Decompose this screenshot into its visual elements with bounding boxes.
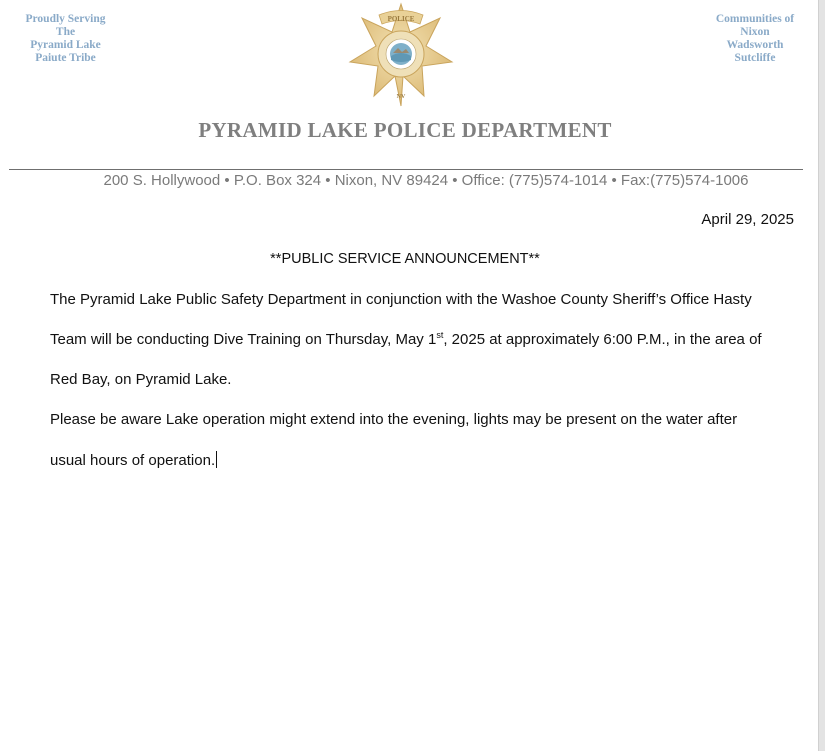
body-line[interactable] bbox=[50, 291, 752, 308]
text-cursor bbox=[216, 451, 217, 468]
body-line[interactable] bbox=[50, 451, 217, 469]
right-motto bbox=[706, 13, 804, 65]
body-line[interactable] bbox=[50, 331, 762, 348]
letterhead-divider bbox=[9, 169, 803, 170]
address-line: 200 S. Hollywood • P.O. Box 324 • Nixon, NV 89424 • Office: (775)574-1014 • Fax:(775)574-1006 bbox=[103, 172, 749, 189]
body-text: Please be aware Lake operation might extend into the evening, lights may be present on the water after bbox=[50, 411, 738, 428]
document-date[interactable]: April 29, 2025 bbox=[701, 211, 794, 228]
police-star-badge-icon bbox=[346, 2, 456, 108]
left-motto-line: Proudly Serving bbox=[25, 13, 106, 25]
body-line[interactable] bbox=[50, 371, 231, 388]
body-text: The Pyramid Lake Public Safety Department in conjunction with the Washoe County Sheriff’s Office Hasty bbox=[50, 291, 752, 308]
right-motto-line: Nixon bbox=[740, 26, 770, 38]
right-motto-line: Communities of bbox=[715, 13, 795, 25]
ordinal-suffix: st bbox=[436, 330, 444, 340]
body-text: usual hours of operation. bbox=[50, 452, 216, 469]
svg-text:NV: NV bbox=[396, 94, 406, 100]
left-motto-line: Paiute Tribe bbox=[35, 52, 96, 64]
left-motto bbox=[18, 13, 113, 65]
body-text: Red Bay, on Pyramid Lake. bbox=[50, 371, 232, 388]
body-text: , 2025 at approximately 6:00 P.M., in the area of bbox=[443, 331, 762, 348]
left-motto-line: Pyramid Lake bbox=[30, 39, 101, 51]
department-name: PYRAMID LAKE POLICE DEPARTMENT bbox=[198, 118, 612, 142]
right-motto-line: Wadsworth bbox=[726, 39, 784, 51]
right-motto-line: Sutcliffe bbox=[734, 52, 776, 64]
announcement-heading[interactable]: **PUBLIC SERVICE ANNOUNCEMENT** bbox=[270, 251, 540, 267]
left-motto-line: The bbox=[55, 26, 76, 38]
body-line[interactable] bbox=[50, 411, 737, 428]
page-edge-scroll-area bbox=[818, 0, 825, 751]
body-text: Team will be conducting Dive Training on Thursday, May 1 bbox=[50, 331, 437, 348]
svg-text:POLICE: POLICE bbox=[387, 15, 415, 23]
